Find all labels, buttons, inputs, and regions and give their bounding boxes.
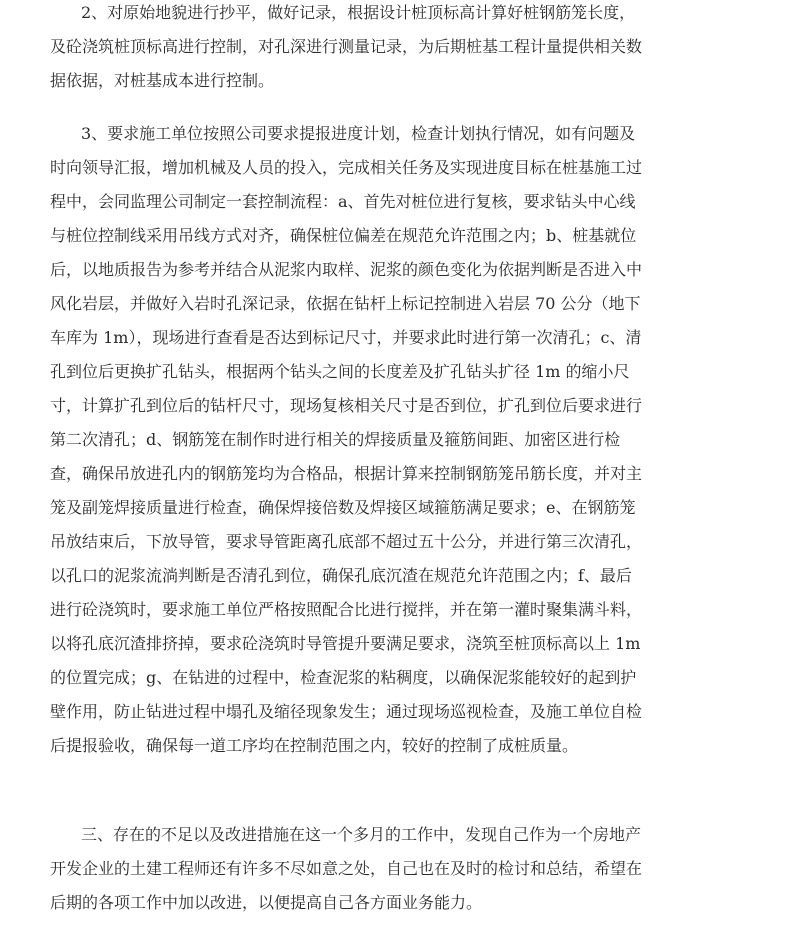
- text-line: 吊放结束后，下放导管，要求导管距离孔底部不超过五十公分，并进行第三次清孔，: [50, 532, 643, 551]
- text-line: 据依据，对桩基成本进行控制。: [50, 71, 275, 90]
- text-line: 2、对原始地貌进行抄平，做好记录，根据设计桩顶标高计算好桩钢筋笼长度，: [81, 3, 636, 22]
- text-line: 开发企业的土建工程师还有许多不尽如意之处，自己也在及时的检讨和总结，希望在: [50, 859, 643, 878]
- text-line: 笼及副笼焊接质量进行检查，确保焊接倍数及焊接区域箍筋满足要求；e、在钢筋笼: [50, 498, 636, 517]
- text-line: 以孔口的泥浆流淌判断是否清孔到位，确保孔底沉渣在规范允许范围之内；f、最后: [50, 566, 632, 585]
- text-line: 孔到位后更换扩孔钻头，根据两个钻头之间的长度差及扩孔钻头扩径 1m 的缩小尺: [50, 362, 630, 381]
- text-line: 后期的各项工作中加以改进，以便提高自己各方面业务能力。: [50, 893, 483, 912]
- text-line: 查，确保吊放进孔内的钢筋笼均为合格品，根据计算来控制钢筋笼吊筋长度，并对主: [50, 464, 643, 483]
- text-line: 后提报验收，确保每一道工序均在控制范围之内，较好的控制了成桩质量。: [50, 736, 579, 755]
- text-line: 三、存在的不足以及改进措施在这一个多月的工作中，发现自己作为一个房地产: [81, 825, 642, 844]
- text-line: 第二次清孔；d、钢筋笼在制作时进行相关的焊接质量及箍筋间距、加密区进行检: [50, 430, 621, 449]
- text-line: 寸，计算扩孔到位后的钻杆尺寸，现场复核相关尺寸是否到位，扩孔到位后要求进行: [50, 396, 643, 415]
- text-line: 壁作用，防止钻进过程中塌孔及缩径现象发生；通过现场巡视检查，及施工单位自检: [50, 702, 643, 721]
- text-line: 车库为 1m），现场进行查看是否达到标记尺寸，并要求此时进行第一次清孔；c、清: [50, 328, 642, 347]
- text-line: 时向领导汇报，增加机械及人员的投入，完成相关任务及实现进度目标在桩基施工过: [50, 158, 643, 177]
- text-line: 与桩位控制线采用吊线方式对齐，确保桩位偏差在规范允许范围之内；b、桩基就位: [50, 226, 637, 245]
- text-line: 后，以地质报告为参考并结合从泥浆内取样、泥浆的颜色变化为依据判断是否进入中: [50, 260, 643, 279]
- text-line: 风化岩层，并做好入岩时孔深记录，依据在钻杆上标记控制进入岩层 70 公分（地下: [50, 294, 641, 313]
- text-line: 以将孔底沉渣排挤掉，要求砼浇筑时导管提升要满足要求，浇筑至桩顶标高以上 1m: [50, 634, 641, 653]
- text-line: 及砼浇筑桩顶标高进行控制，对孔深进行测量记录，为后期桩基工程计量提供相关数: [50, 37, 643, 56]
- text-line: 3、要求施工单位按照公司要求提报进度计划，检查计划执行情况，如有问题及: [81, 124, 636, 143]
- text-line: 程中，会同监理公司制定一套控制流程：a、首先对桩位进行复核，要求钻头中心线: [50, 192, 636, 211]
- text-line: 进行砼浇筑时，要求施工单位严格按照配合比进行搅拌，并在第一灌时聚集满斗料，: [50, 600, 643, 619]
- text-line: 的位置完成；g、在钻进的过程中，检查泥浆的粘稠度，以确保泥浆能较好的起到护: [50, 668, 637, 687]
